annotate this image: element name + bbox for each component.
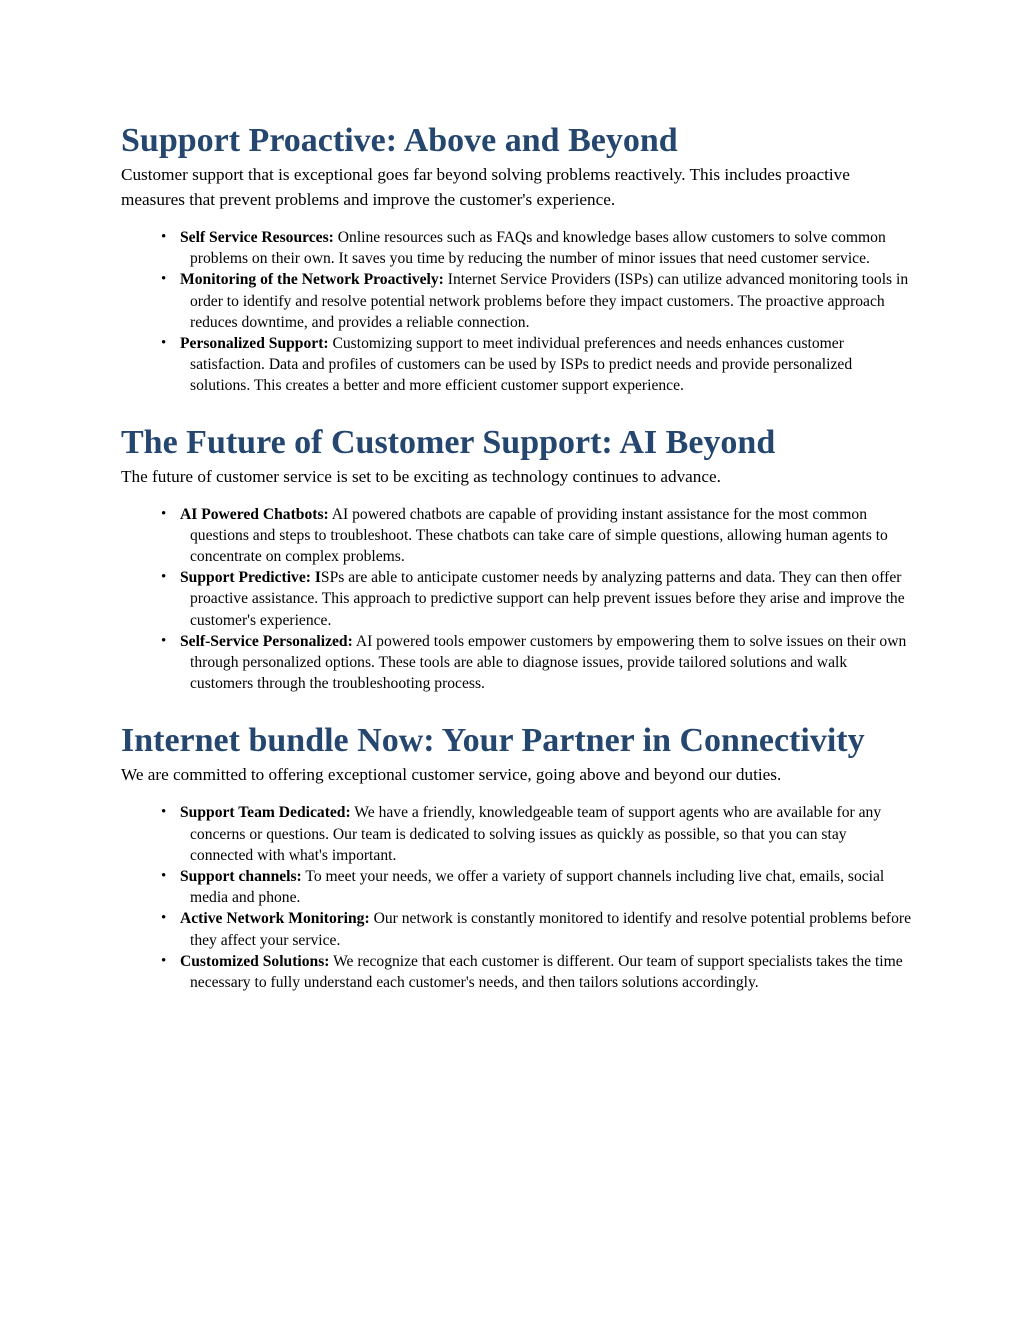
bullet-list [121,802,911,993]
list-item [121,802,911,866]
item-term: Monitoring of the Network Proactively: [180,271,444,289]
item-term: Support Team Dedicated: [180,804,351,822]
item-term: AI Powered Chatbots: [180,505,329,523]
item-text: Customizing support to meet individual preferences and needs enhances customer satisfaction. Data and profiles of customers can be used by ISPs to predict needs and provide personalized solutions. This creates a better and more efficient customer support experience. [190,335,853,395]
item-text: We have a friendly, knowledgeable team of support agents who are available for any concerns or questions. Our team is dedicated to solving issues as quickly as possible, so that you can stay connected with what's important. [190,804,882,864]
document-page [121,120,911,993]
section-intro: We are committed to offering exceptional customer service, going above and beyond our duties. [121,765,782,785]
bullet-icon: • [161,632,167,649]
bullet-list [121,504,911,695]
bullet-icon: • [161,229,167,245]
list-item [121,269,911,333]
item-term: Personalized Support: [180,335,329,353]
section-heading: Internet bundle Now: Your Partner in Connectivity [121,722,865,760]
item-term: Customized Solutions: [180,952,330,970]
item-text: AI powered tools empower customers by empowering them to solve issues on their own through personalized options. These tools are able to diagnose issues, provide tailored solutions and walk customers through the troubleshooting process. [190,632,907,693]
item-text: We recognize that each customer is different. Our team of support specialists takes the time necessary to fully understand each customer's needs, and then tailors solutions accordingly. [190,952,903,992]
item-term: Support Predictive: I [180,569,321,587]
bullet-icon: • [161,952,167,969]
section-heading: Support Proactive: Above and Beyond [121,122,678,159]
bullet-icon: • [161,335,167,352]
bullet-list [121,227,911,397]
bullet-icon: • [161,804,167,821]
item-term: Self Service Resources: [180,229,334,246]
list-item [121,227,911,269]
list-item [121,631,911,695]
section-intro: Customer support that is exceptional goes far beyond solving problems reactively. This includes proactive measures that prevent problems and improve the customer's experience. [121,165,850,209]
bullet-icon: • [161,569,167,586]
item-text: Online resources such as FAQs and knowledge bases allow customers to solve common problems on their own. It saves you time by reducing the number of minor issues that need customer service. [190,229,886,268]
section-heading: The Future of Customer Support: AI Beyond [121,423,776,461]
item-text: Internet Service Providers (ISPs) can utilize advanced monitoring tools in order to identify and resolve potential network problems before they impact customers. The proactive approach reduces downtime, and provides a reliable connection. [190,271,909,331]
section-intro: The future of customer service is set to be exciting as technology continues to advance. [121,466,721,486]
bullet-icon: • [161,505,167,522]
section-internet-bundle [121,720,911,993]
bullet-icon: • [161,271,167,288]
list-item [121,567,911,631]
item-term: Support channels: [180,868,302,886]
list-item [121,908,911,950]
list-item [121,866,911,908]
list-item [121,333,911,397]
item-term: Active Network Monitoring: [180,910,370,928]
bullet-icon: • [161,868,167,885]
list-item [121,504,911,568]
list-item [121,951,911,993]
bullet-icon: • [161,910,167,927]
item-text: Our network is constantly monitored to identify and resolve potential problems before they affect your service. [190,910,912,949]
section-future-ai [121,422,911,695]
item-term: Self-Service Personalized: [180,632,353,650]
item-text: SPs are able to anticipate customer needs by analyzing patterns and data. They can then offer proactive assistance. This approach to predictive support can help prevent issues before they arise and improve the customer's experience. [190,569,905,629]
item-text: To meet your needs, we offer a variety of support channels including live chat, emails, social media and phone. [190,868,885,907]
section-proactive-support [121,120,911,397]
item-text: AI powered chatbots are capable of providing instant assistance for the most common questions and steps to troubleshoot. These chatbots can take care of simple questions, allowing human agents to concentrate on complex problems. [190,505,888,566]
